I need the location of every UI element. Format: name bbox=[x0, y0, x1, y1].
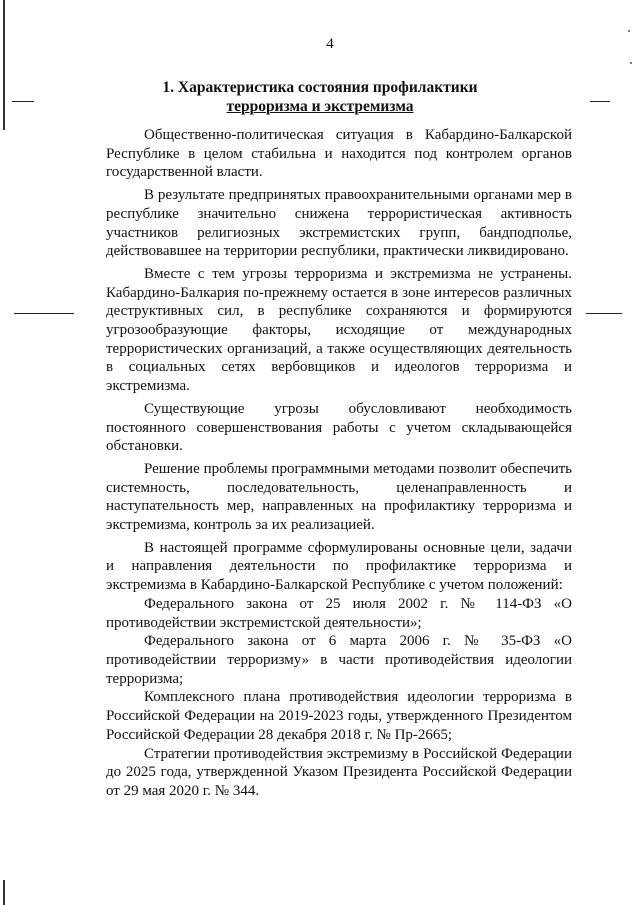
section-heading-line-1: 1. Характеристика состояния профилактики bbox=[162, 79, 478, 96]
scan-dot bbox=[628, 30, 630, 32]
scan-line-mark bbox=[586, 313, 622, 314]
paragraph: Федерального закона от 6 марта 2006 г. № 35-ФЗ «О противодействии терроризму» в части противодействия идеологии терроризма; bbox=[106, 633, 572, 687]
paragraph: Решение проблемы программными методами позволит обеспечить системность, последовательность, целенаправленность и наступательность мер, направленных на профилактику терроризма и экстремизма, контроль за их реализацией. bbox=[106, 460, 572, 534]
scan-left-edge bbox=[3, 880, 5, 905]
page-number: 4 bbox=[326, 36, 334, 52]
paragraph: Комплексного плана противодействия идеологии терроризма в Российской Федерации на 2019-2023 годы, утвержденного Президентом Российской Федерации 28 декабря 2018 г. № Пр-2665; bbox=[106, 689, 572, 743]
paragraph: Стратегии противодействия экстремизму в Российской Федерации до 2025 года, утвержденной Указом Президента Российской Федерации от 29 мая 2020 г. № 344. bbox=[106, 745, 572, 799]
paragraph: В результате предпринятых правоохранительными органами мер в республике значительно снижена террористическая активность участников религиозных экстремистских групп, бандподполье, действовавшее на территории республики, практически ликвидировано. bbox=[106, 187, 572, 260]
scan-line-mark bbox=[590, 101, 610, 102]
section-heading-line-2: терроризма и экстремизма bbox=[226, 98, 414, 115]
paragraph: В настоящей программе сформулированы основные цели, задачи и направления деятельности по профилактике терроризма и экстремизма в Кабардино-Балкарской Республике с учетом положений: bbox=[106, 539, 572, 594]
paragraph: Федерального закона от 25 июля 2002 г. № 114-ФЗ «О противодействии экстремистской деятельности»; bbox=[106, 595, 572, 631]
scan-line-mark bbox=[14, 313, 74, 314]
paragraph: Вместе с тем угрозы терроризма и экстремизма не устранены. Кабардино-Балкария по-прежнему остается в зоне интересов различных деструктивных сил, в республике сохраняются и формируются угрозообразующие факторы, исходящие от международных террористических организаций, а также осуществляющих деятельность в социальных сетях вербовщиков и идеологов терроризма и экстремизма. bbox=[106, 265, 572, 395]
scan-dot bbox=[630, 62, 632, 64]
paragraph: Существующие угрозы обусловливают необходимость постоянного совершенствования работы с учетом складывающейся обстановки. bbox=[106, 400, 572, 455]
section-heading bbox=[90, 78, 550, 116]
scan-line-mark bbox=[12, 101, 34, 102]
scan-left-edge bbox=[3, 0, 5, 130]
document-body bbox=[106, 126, 572, 801]
paragraph: Общественно-политическая ситуация в Кабардино-Балкарской Республике в целом стабильна и находится под контролем органов государственной власти. bbox=[106, 127, 572, 181]
